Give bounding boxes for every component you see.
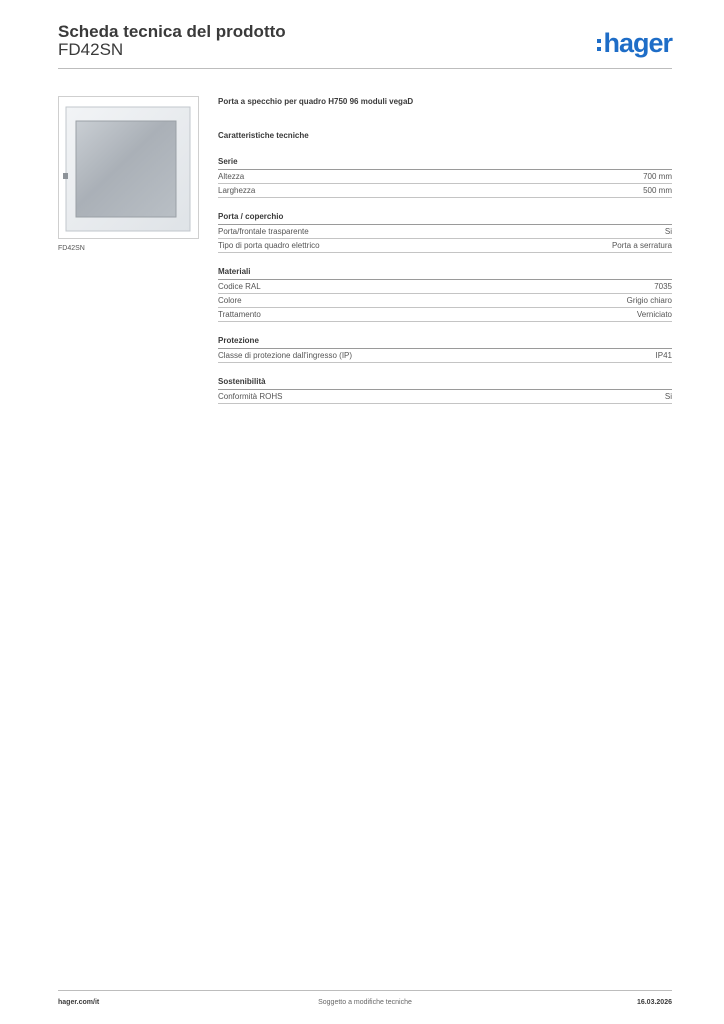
spec-value: Grigio chiaro bbox=[626, 296, 672, 305]
product-description: Porta a specchio per quadro H750 96 moduli vegaD bbox=[218, 97, 414, 106]
spec-value: Verniciato bbox=[636, 310, 672, 319]
spec-label: Altezza bbox=[218, 172, 245, 181]
spec-value: Si bbox=[664, 392, 672, 401]
spec-content bbox=[218, 96, 672, 404]
section-title: Serie bbox=[218, 156, 672, 170]
section-porta-coperchio bbox=[218, 211, 672, 253]
logo-dots-icon bbox=[597, 39, 601, 51]
footer-notice: Soggetto a modifiche tecniche bbox=[318, 999, 412, 1006]
section-serie bbox=[218, 156, 672, 198]
spec-value: 7035 bbox=[654, 282, 672, 291]
section-protezione bbox=[218, 335, 672, 363]
spec-row bbox=[218, 225, 672, 239]
document-title: Scheda tecnica del prodotto bbox=[58, 22, 286, 41]
spec-label: Conformità ROHS bbox=[218, 392, 283, 401]
spec-value: 700 mm bbox=[643, 172, 672, 181]
spec-label: Porta/frontale trasparente bbox=[218, 227, 309, 236]
spec-row bbox=[218, 184, 672, 198]
spec-label: Trattamento bbox=[218, 310, 261, 319]
image-caption: FD42SN bbox=[58, 245, 85, 252]
footer-divider bbox=[58, 990, 672, 991]
hager-logo bbox=[597, 28, 672, 58]
section-title: Porta / coperchio bbox=[218, 211, 672, 225]
page-header bbox=[58, 20, 672, 70]
spec-row bbox=[218, 349, 672, 363]
spec-value: IP41 bbox=[655, 351, 672, 360]
footer-date: 16.03.2026 bbox=[636, 999, 672, 1006]
product-image bbox=[58, 96, 199, 239]
logo-text: hager bbox=[603, 28, 672, 58]
spec-value: Porta a serratura bbox=[611, 241, 672, 250]
spec-value: Si bbox=[664, 227, 672, 236]
spec-row bbox=[218, 170, 672, 184]
spec-label: Colore bbox=[218, 296, 242, 305]
spec-label: Classe di protezione dall'ingresso (IP) bbox=[218, 351, 353, 360]
spec-label: Codice RAL bbox=[218, 282, 261, 291]
section-title: Protezione bbox=[218, 335, 672, 349]
spec-row bbox=[218, 280, 672, 294]
footer-website-link[interactable]: hager.com/it bbox=[58, 999, 100, 1006]
section-title: Sostenibilità bbox=[218, 376, 672, 390]
product-code: FD42SN bbox=[58, 40, 124, 59]
section-title: Materiali bbox=[218, 266, 672, 280]
spec-row bbox=[218, 239, 672, 253]
section-materiali bbox=[218, 266, 672, 322]
section-sostenibilita bbox=[218, 376, 672, 404]
page-footer bbox=[58, 997, 672, 1009]
header-divider bbox=[58, 68, 672, 69]
spec-row bbox=[218, 294, 672, 308]
specs-heading: Caratteristiche tecniche bbox=[218, 131, 309, 140]
spec-row bbox=[218, 308, 672, 322]
mirror-door-panel-icon bbox=[59, 97, 198, 238]
spec-label: Tipo di porta quadro elettrico bbox=[218, 241, 320, 250]
spec-row bbox=[218, 390, 672, 404]
spec-value: 500 mm bbox=[643, 186, 672, 195]
spec-label: Larghezza bbox=[218, 186, 256, 195]
